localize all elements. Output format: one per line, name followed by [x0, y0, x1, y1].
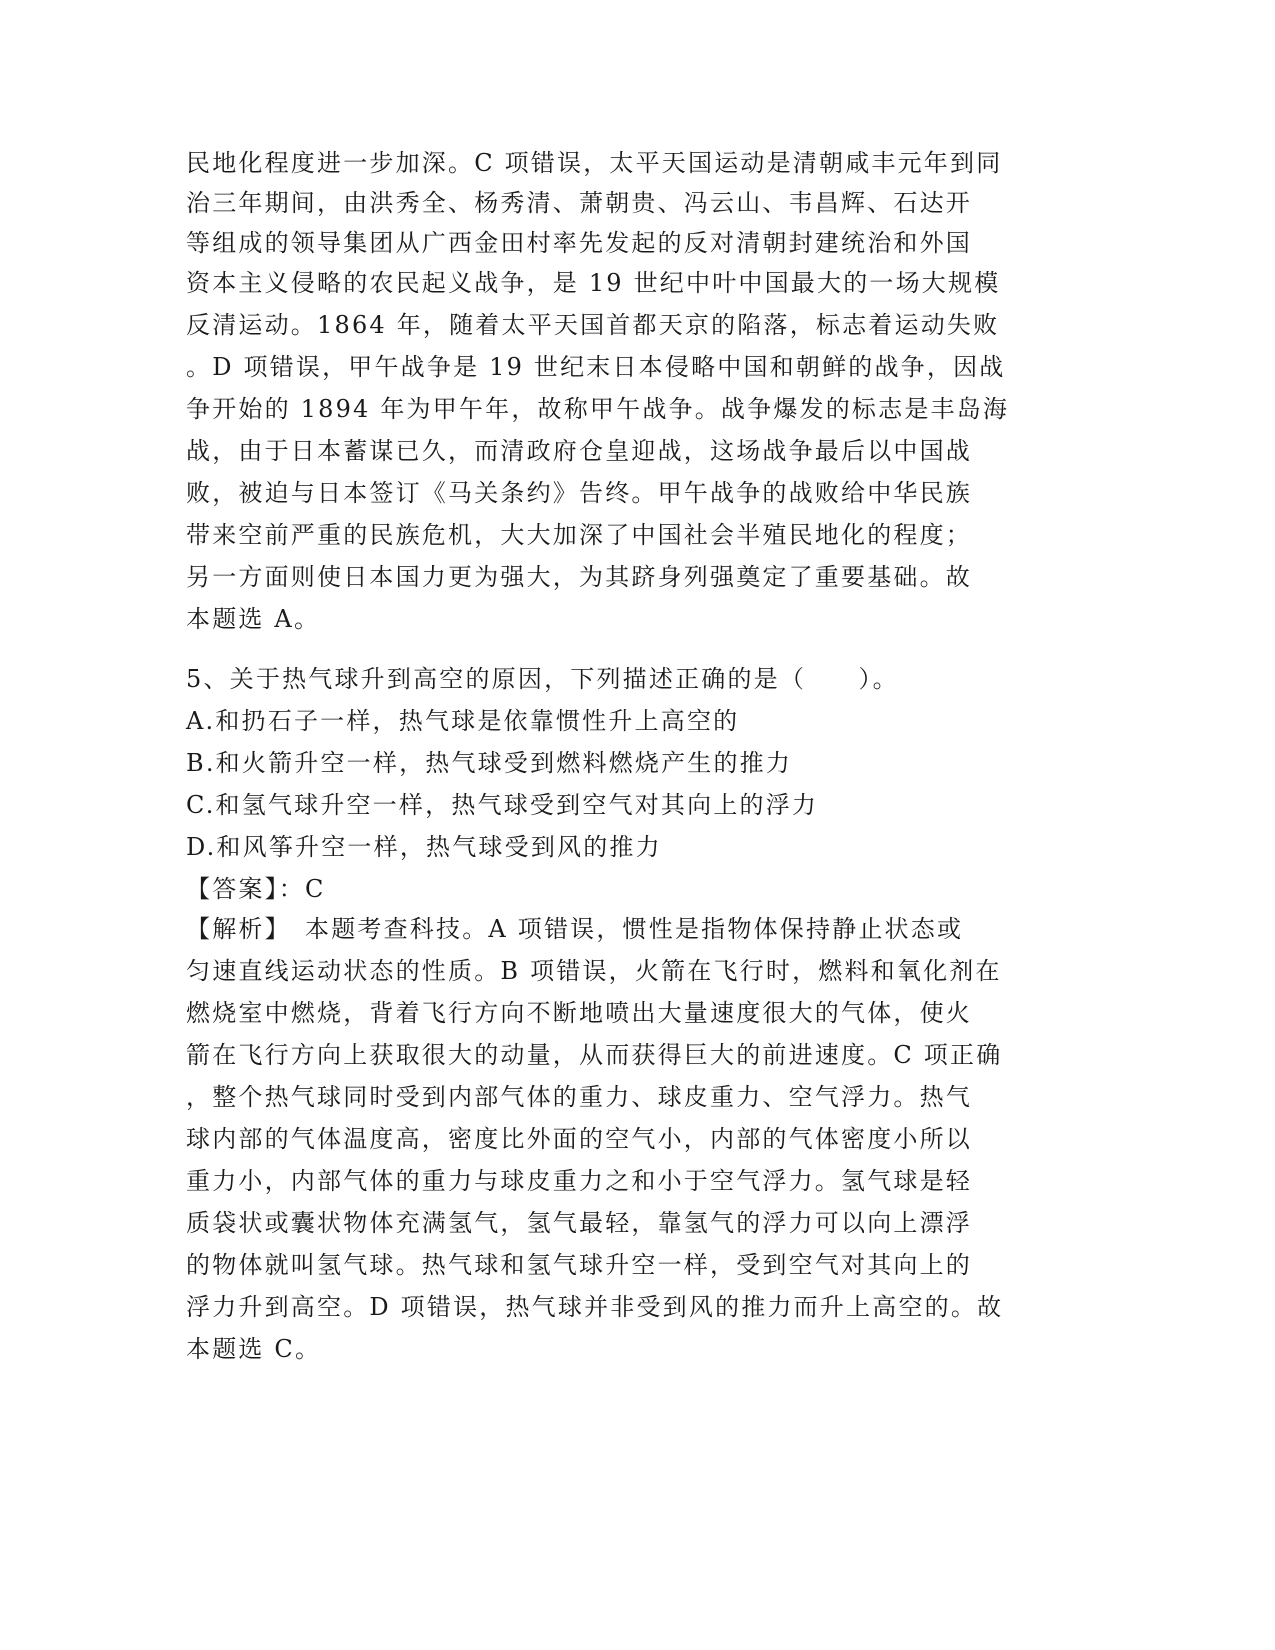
text-line: 反清运动。1864 年，随着太平天国首都天京的陷落，标志着运动失败 [186, 311, 1000, 339]
text-line: 【解析】 本题考查科技。A 项错误，惯性是指物体保持静止状态或 [186, 915, 964, 943]
option-c: C.和氢气球升空一样，热气球受到空气对其向上的浮力 [186, 791, 819, 819]
text-line: 带来空前严重的民族危机，大大加深了中国社会半殖民地化的程度； [186, 521, 972, 549]
text-line: 箭在飞行方向上获取很大的动量，从而获得巨大的前进速度。C 项正确 [186, 1041, 1003, 1069]
answer: 【答案】：C [186, 875, 326, 903]
text-line: 治三年期间，由洪秀全、杨秀清、萧朝贵、冯云山、韦昌辉、石达开 [186, 189, 972, 217]
text-line: 质袋状或囊状物体充满氢气，氢气最轻，靠氢气的浮力可以向上漂浮 [186, 1209, 972, 1237]
text-line: 燃烧室中燃烧，背着飞行方向不断地喷出大量速度很大的气体，使火 [186, 999, 972, 1027]
text-line: 战，由于日本蓄谋已久，而清政府仓皇迎战，这场战争最后以中国战 [186, 437, 972, 465]
text-line: 资本主义侵略的农民起义战争，是 19 世纪中叶中国最大的一场大规模 [186, 269, 1001, 297]
text-line: 重力小，内部气体的重力与球皮重力之和小于空气浮力。氢气球是轻 [186, 1167, 972, 1195]
option-a: A.和扔石子一样，热气球是依靠惯性升上高空的 [186, 707, 740, 735]
question-stem: 5、关于热气球升到高空的原因，下列描述正确的是（ ）。 [186, 665, 899, 693]
text-line: 匀速直线运动状态的性质。B 项错误，火箭在飞行时，燃料和氧化剂在 [186, 957, 1002, 985]
text-line: 争开始的 1894 年为甲午年，故称甲午战争。战争爆发的标志是丰岛海 [186, 395, 1010, 423]
text-line: 的物体就叫氢气球。热气球和氢气球升空一样，受到空气对其向上的 [186, 1251, 972, 1279]
text-line: ，整个热气球同时受到内部气体的重力、球皮重力、空气浮力。热气 [186, 1083, 972, 1111]
text-line: 本题选 A。 [186, 605, 321, 633]
text-line: 。D 项错误，甲午战争是 19 世纪末日本侵略中国和朝鲜的战争，因战 [186, 353, 1006, 381]
text-line: 等组成的领导集团从广西金田村率先发起的反对清朝封建统治和外国 [186, 229, 972, 257]
text-line: 民地化程度进一步加深。C 项错误，太平天国运动是清朝咸丰元年到同 [186, 149, 1003, 177]
text-line: 败，被迫与日本签订《马关条约》告终。甲午战争的战败给中华民族 [186, 479, 972, 507]
text-line: 球内部的气体温度高，密度比外面的空气小，内部的气体密度小所以 [186, 1125, 972, 1153]
option-d: D.和风筝升空一样，热气球受到风的推力 [186, 833, 662, 861]
option-b: B.和火箭升空一样，热气球受到燃料燃烧产生的推力 [186, 749, 793, 777]
text-line: 本题选 C。 [186, 1335, 322, 1363]
text-line: 另一方面则使日本国力更为强大，为其跻身列强奠定了重要基础。故 [186, 563, 972, 591]
text-line: 浮力升到高空。D 项错误，热气球并非受到风的推力而升上高空的。故 [186, 1293, 1004, 1321]
